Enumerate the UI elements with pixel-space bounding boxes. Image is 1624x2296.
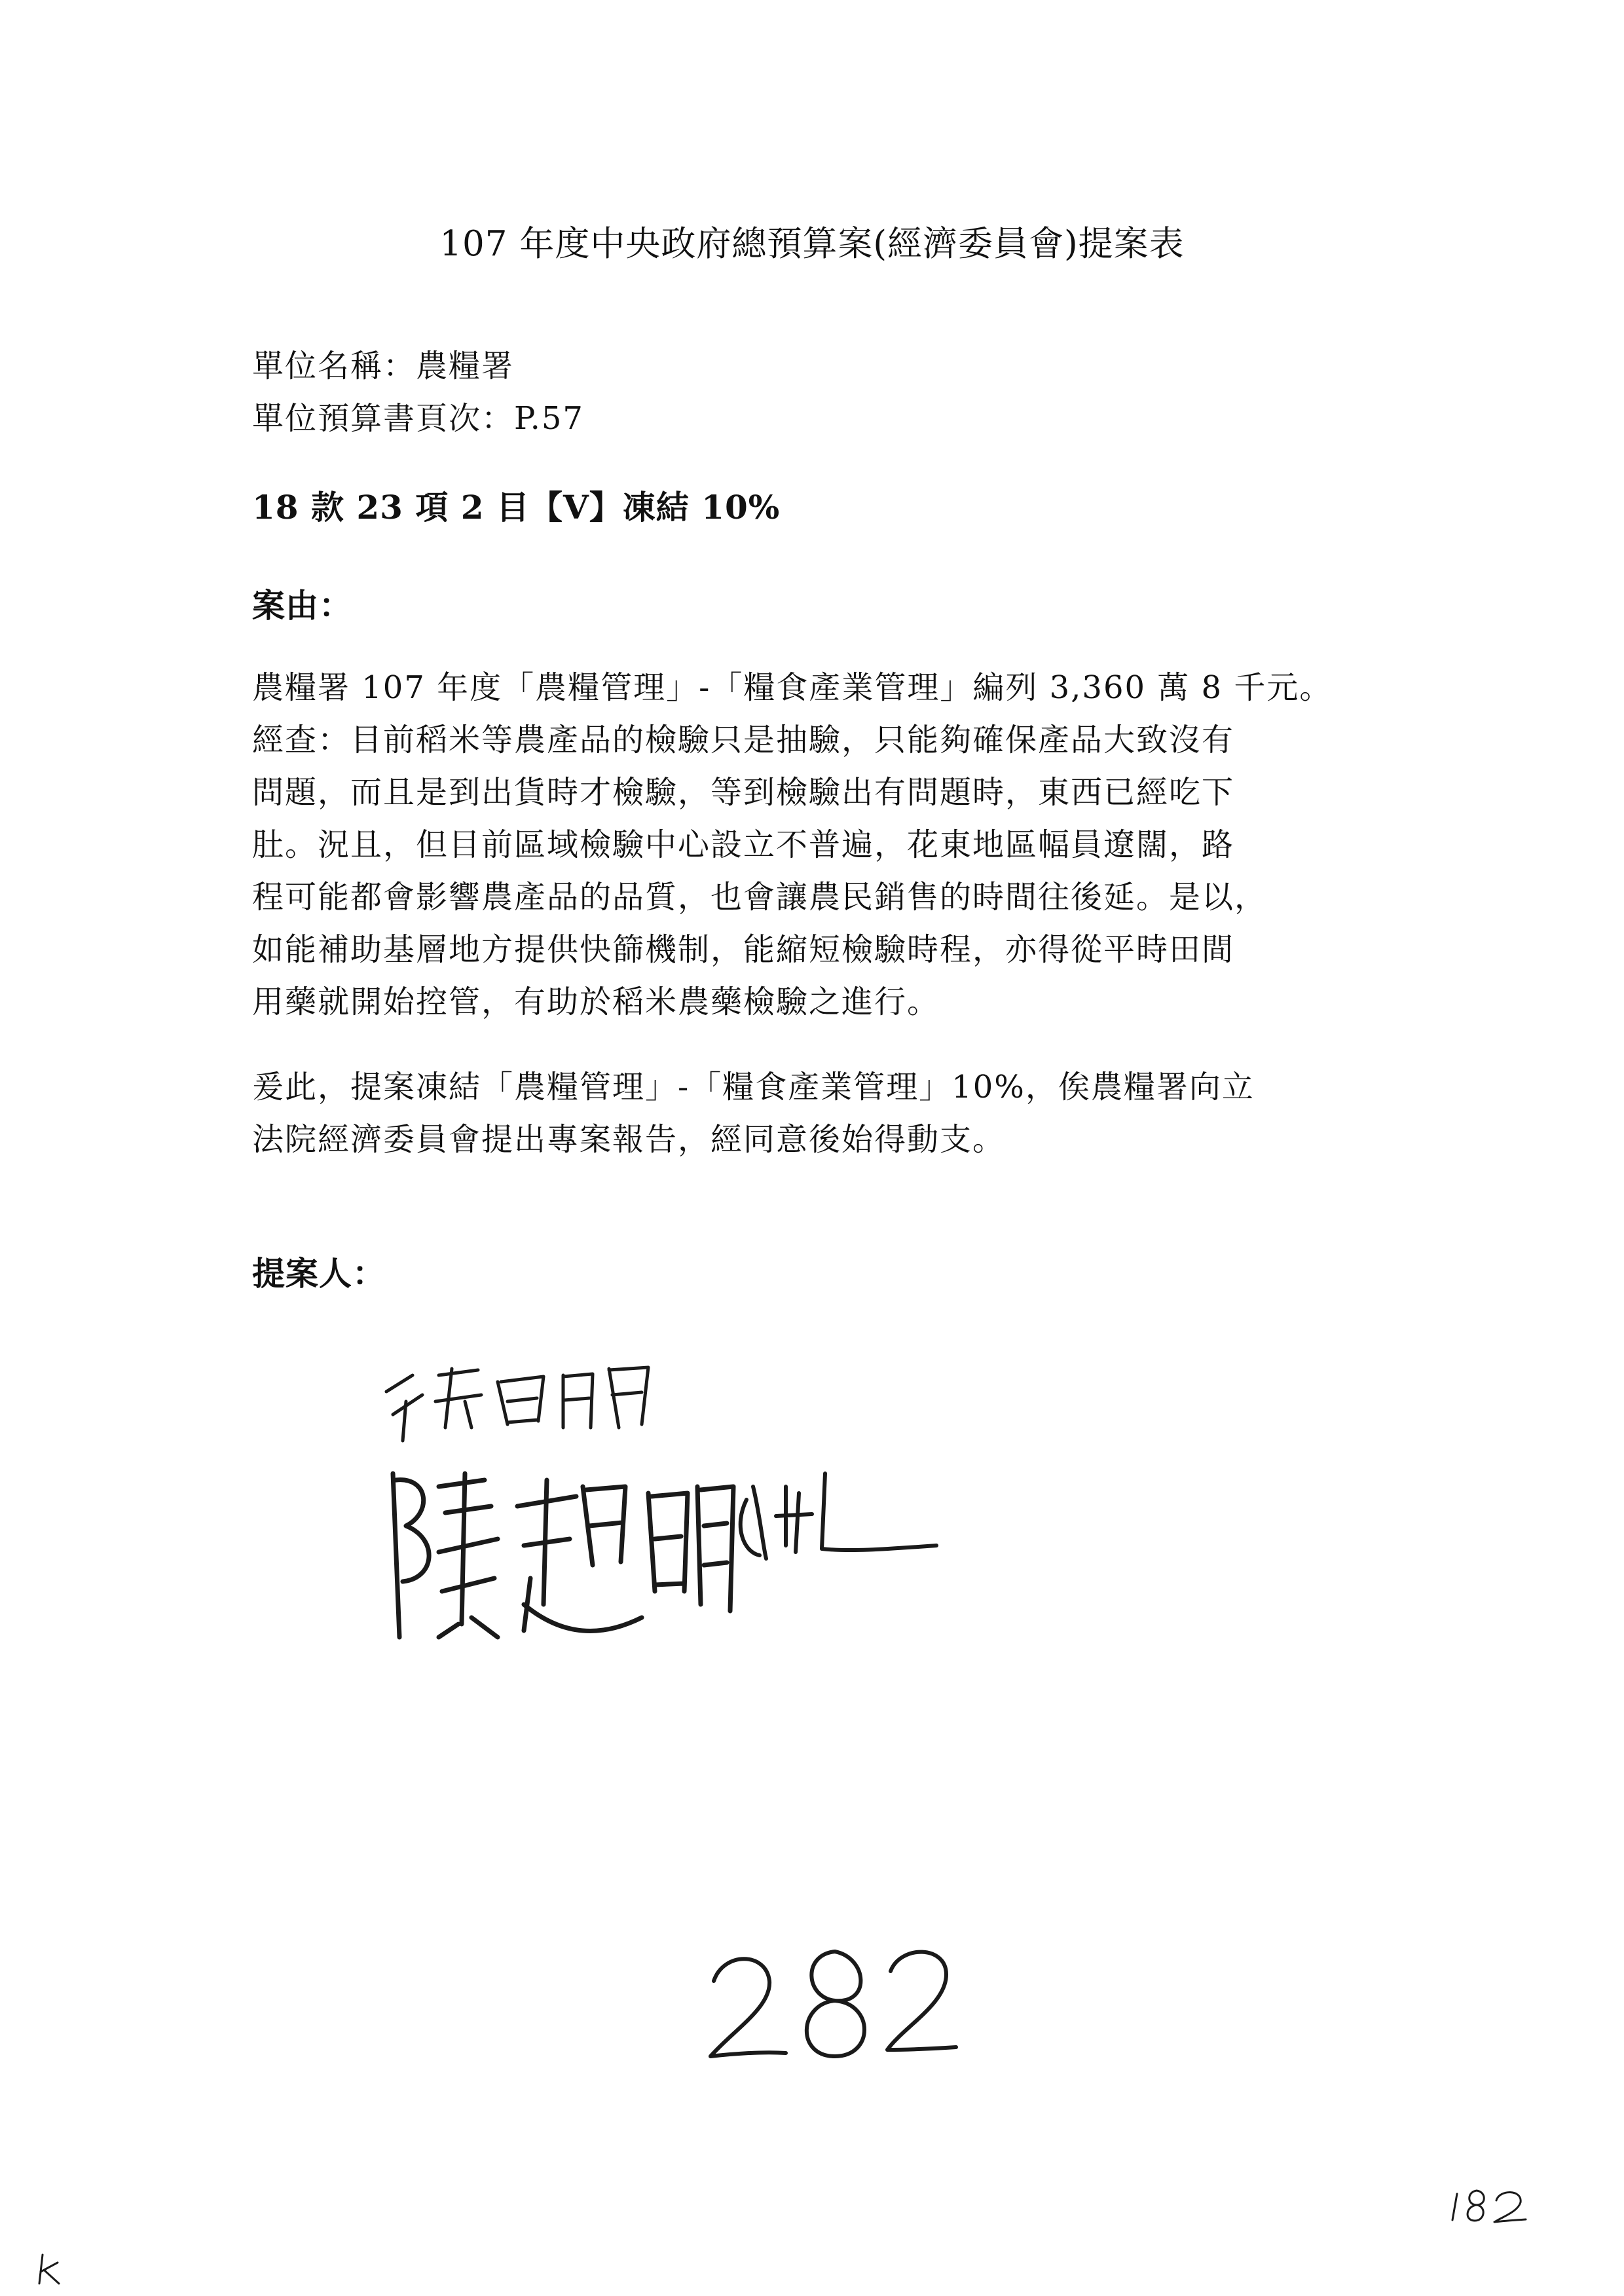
body-line: 問題，而且是到出貨時才檢驗，等到檢驗出有問題時，東西已經吃下 <box>252 774 1235 811</box>
conclusion-line: 爰此，提案凍結「農糧管理」-「糧食產業管理」10%，俟農糧署向立 <box>252 1069 1255 1105</box>
signature-2 <box>393 1473 733 1637</box>
conclusion-paragraph <box>252 1061 1405 1166</box>
signature-1 <box>386 1367 648 1441</box>
handwritten-number <box>694 1919 969 2089</box>
proposer-heading: 提案人： <box>252 1254 386 1293</box>
signature-3 <box>741 1473 936 1559</box>
budget-page-line: 單位預算書頁次：P.57 <box>252 400 584 437</box>
budget-item-line: 18 款 23 項 2 目【V】凍結 10% <box>252 488 781 527</box>
handwritten-signatures <box>367 1329 995 1696</box>
body-line: 農糧署 107 年度「農糧管理」-「糧食產業管理」編列 3,360 萬 8 千元。 <box>252 669 1333 706</box>
body-line: 用藥就開始控管，有助於稻米農藥檢驗之進行。 <box>252 984 940 1020</box>
conclusion-line: 法院經濟委員會提出專案報告，經同意後始得動支。 <box>252 1121 1006 1158</box>
page-title: 107 年度中央政府總預算案(經濟委員會)提案表 <box>439 224 1185 264</box>
handwritten-corner-mark <box>33 2250 72 2289</box>
body-line: 經查：目前稻米等農產品的檢驗只是抽驗，只能夠確保產品大致沒有 <box>252 722 1235 758</box>
body-line: 如能補助基層地方提供快篩機制，能縮短檢驗時程，亦得從平時田間 <box>252 931 1235 968</box>
body-line: 程可能都會影響農產品的品質，也會讓農民銷售的時間往後延。是以， <box>252 879 1268 916</box>
handwritten-page-mark <box>1447 2177 1532 2230</box>
unit-name-line: 單位名稱：農糧署 <box>252 348 515 384</box>
reason-heading: 案由： <box>252 586 352 625</box>
body-line: 肚。況且，但目前區域檢驗中心設立不普遍，花東地區幅員遼闊，路 <box>252 826 1235 863</box>
reason-paragraph <box>252 661 1405 1028</box>
